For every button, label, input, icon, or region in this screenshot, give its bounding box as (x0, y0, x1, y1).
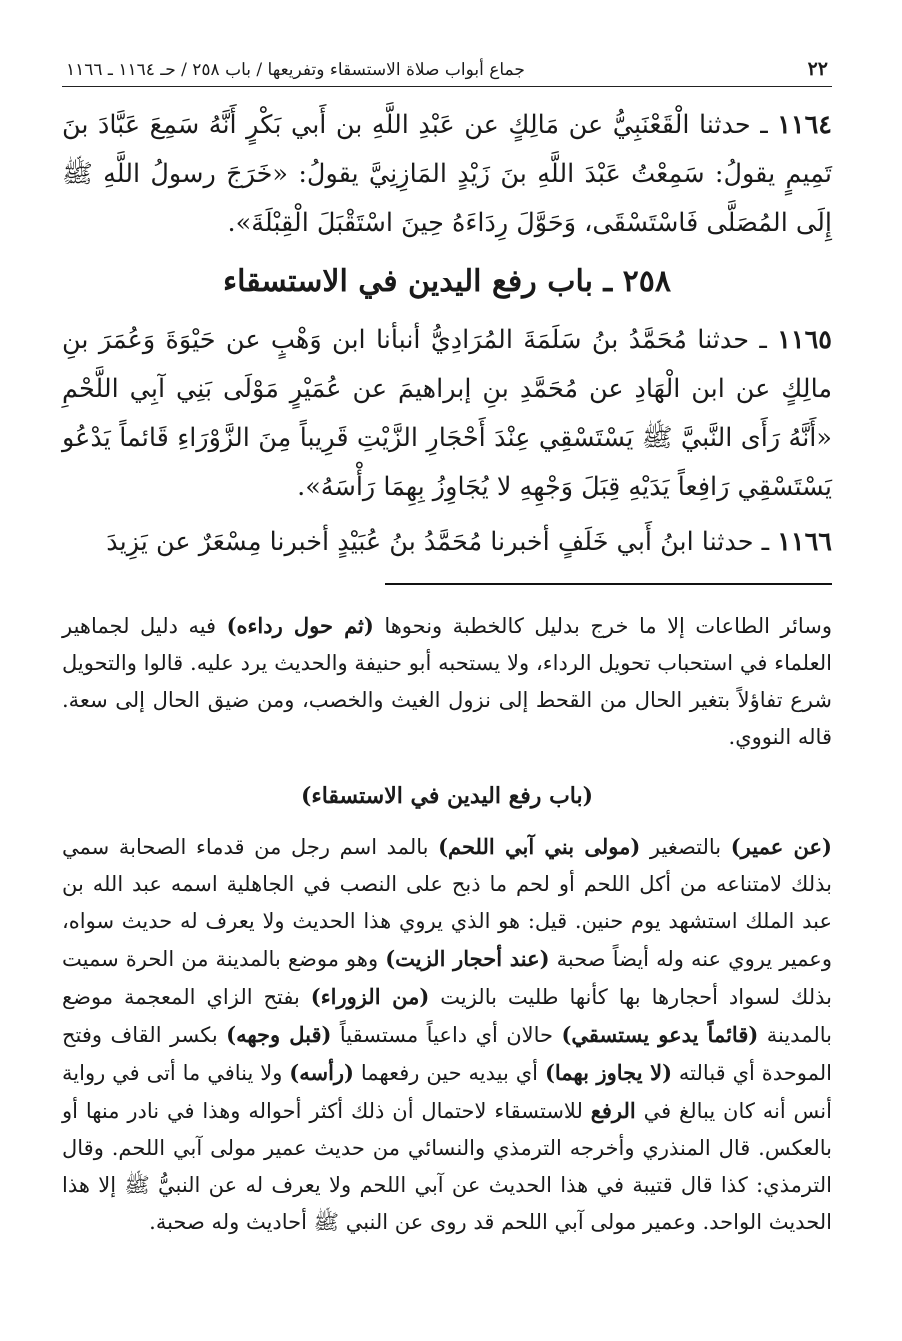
hadith-text: ـ حدثنا ابنُ أَبي خَلَفٍ أخبرنا مُحَمَّدُ بنُ عُبَيْدٍ أخبرنا مِسْعَرٌ عن يَزِيدَ (106, 527, 778, 557)
comment-text: بكسر القاف وفتح الموحدة أي قبالته (62, 1023, 833, 1085)
hadith-number: ١١٦٤ (777, 110, 832, 140)
hadith-text: ـ حدثنا مُحَمَّدُ بنُ سَلَمَةَ المُرَادِيُّ أنبأنا ابن وَهْبٍ عن حَيْوَةَ وَعُمَرَ بنِ مالِكٍ عن ابن الْهَادِ عن مُحَمَّدِ بنِ إبراهيمَ عن عُمَيْرٍ مَوْلَى بَنِي آبِي اللَّحْمِ «أَنَّهُ رَأَى النَّبيَّ ﷺ يَسْتَسْقِي عِنْدَ أَحْجَارِ الزَّيْتِ قَرِيباً مِنَ الزَّوْرَاءِ قَائماً يَدْعُو يَسْتَسْقِي رَافِعاً يَدَيْهِ قِبَلَ وَجْهِهِ لا يُجَاوِزُ بِهِمَا رَأْسَهُ». (62, 325, 832, 502)
comment-quote: (رأسه) (289, 1060, 354, 1085)
comment-quote: (قبل وجهه) (226, 1022, 332, 1047)
chapter-label: باب (547, 264, 593, 299)
chapter-number: ٢٥٨ (622, 264, 671, 299)
hadith-1164 (62, 101, 832, 248)
commentary-paragraph (62, 828, 832, 1241)
chapter-heading: ٢٥٨ ـ باب رفع اليدين في الاستسقاء (223, 264, 671, 299)
chapter-title-text: رفع اليدين في الاستسقاء (223, 264, 537, 299)
page-number: ٢٢ (807, 58, 828, 80)
comment-quote: (ثم حول رداءه) (226, 613, 374, 638)
comment-text: للاستسقاء لاحتمال أن ذلك أكثر أحواله وهذا في نادر منها أو بالعكس. قال المنذري وأخرجه الترمذي والنسائي من حديث عمير مولى آبي اللحم. وقال الترمذي: كذا قال قتيبة في هذا الحديث عن آبي اللحم ولا يعرف له عن النبيُّ ﷺ إلا هذا الحديث الواحد. وعمير مولى آبي اللحم قد روى عن النبي ﷺ أحاديث وله صحبة. (62, 1099, 832, 1234)
hadith-1166 (62, 518, 832, 567)
footnote-divider (385, 583, 832, 585)
comment-text: ولا ينافي ما أتى في رواية أنس أنه كان يبالغ في (62, 1061, 832, 1123)
comment-quote: (لا يجاوز بهما) (544, 1060, 673, 1085)
commentary-chapter-title: (باب رفع اليدين في الاستسقاء) (300, 783, 594, 809)
hadith-number: ١١٦٥ (777, 325, 832, 355)
comment-text: بفتح الزاي المعجمة موضع بالمدينة (62, 985, 832, 1047)
running-header (62, 58, 832, 87)
comment-text: حالان أي داعياً مستسقياً (331, 1023, 562, 1047)
running-title: جماع أبواب صلاة الاستسقاء وتفريعها / باب ٢٥٨ / حـ ١١٦٤ ـ ١١٦٦ (66, 60, 525, 80)
comment-quote: (مولى بني آبي اللحم) (438, 834, 641, 859)
hadith-1165 (62, 316, 832, 512)
comment-text: فيه دليل لجماهير العلماء في استحباب تحويل الرداء، ولا يستحبه أبو حنيفة والحديث يرد عليه. قالوا والتحويل شرع تفاؤلاً بتغير الحال من القحط إلى نزول الغيث والخصب، ومن ضيق الحال إلى سعة. قاله النووي. (62, 614, 832, 749)
comment-text: بالمد اسم رجل من قدماء الصحابة سمي بذلك لامتناعه من أكل اللحم أو لحم ما ذبح على النصب في الجاهلية اسمه عبد الله بن عبد الملك استشهد يوم حنين. قيل: هو الذي يروي هذا الحديث ولا يعرف له حديث سواه، وعمير يروي عنه وله أيضاً صحبة (62, 835, 832, 971)
comment-text: وهو موضع بالمدينة من الحرة سميت بذلك لسواد أحجارها بها كأنها طليت بالزيت (62, 947, 832, 1009)
comment-quote: (عند أحجار الزيت) (385, 946, 550, 971)
comment-quote: (قائماً يدعو يستسقي) (561, 1022, 759, 1047)
comment-quote: (من الزوراء) (310, 984, 430, 1009)
comment-quote: (عن عمير) (730, 834, 832, 859)
comment-text: وسائر الطاعات إلا ما خرج بدليل كالخطبة ونحوها (373, 614, 832, 638)
hadith-text: ـ حدثنا الْقَعْنَبِيُّ عن مَالِكٍ عن عَبْدِ اللَّهِ بن أَبي بَكْرٍ أَنَّهُ سَمِعَ عَبَّادَ بنَ تَمِيمٍ يقولُ: سَمِعْتُ عَبْدَ اللَّهِ بنَ زَيْدٍ المَازِنِيَّ يقولُ: «خَرَجَ رسولُ اللَّهِ ﷺ إِلَى المُصَلَّى فَاسْتَسْقَى، وَحَوَّلَ رِدَاءَهُ حِينَ اسْتَقْبَلَ الْقِبْلَةَ». (62, 110, 832, 238)
comment-text: أي بيديه حين رفعهما (353, 1061, 545, 1085)
comment-quote: الرفع (590, 1098, 636, 1123)
commentary-paragraph (62, 607, 832, 756)
hadith-number: ١١٦٦ (777, 527, 832, 557)
comment-text: بالتصغير (640, 835, 731, 859)
